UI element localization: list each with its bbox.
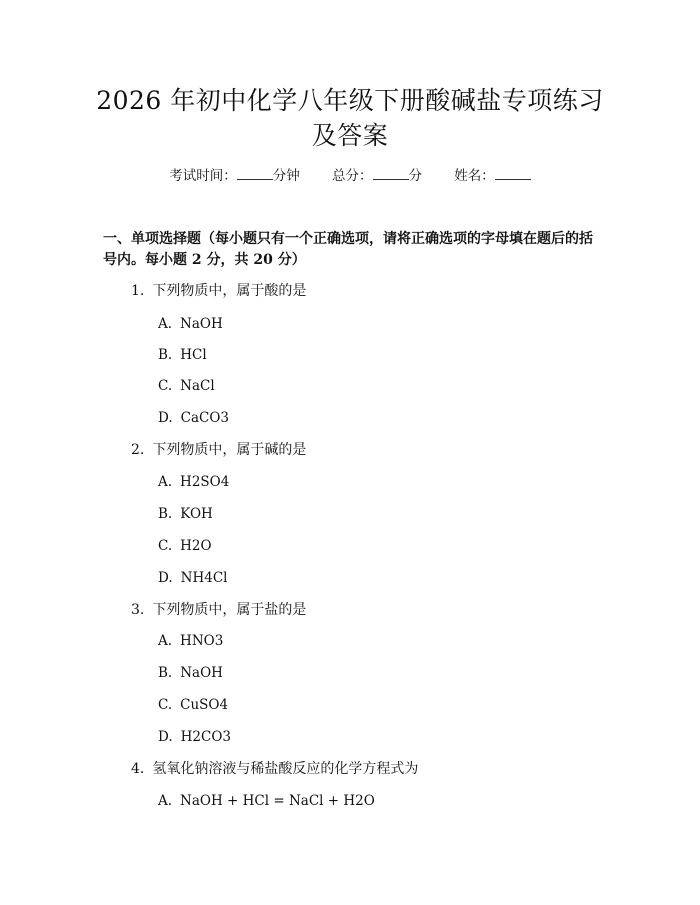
- question-1-option-a[interactable]: [158, 314, 223, 334]
- option-text: NaOH: [180, 665, 223, 681]
- total-score-blank[interactable]: [373, 167, 409, 180]
- option-letter: C.: [158, 378, 173, 394]
- option-text: H2O: [180, 538, 212, 554]
- option-letter: A.: [158, 633, 173, 649]
- option-text: KOH: [180, 506, 213, 522]
- option-letter: D.: [158, 410, 173, 426]
- question-1-option-d[interactable]: [158, 408, 229, 428]
- section-heading: 一、单项选择题（每小题只有一个正确选项，请将正确选项的字母填在题后的括: [103, 231, 593, 247]
- question-3-option-b[interactable]: [158, 663, 223, 683]
- option-text: NaOH: [180, 316, 223, 332]
- question-2-option-a[interactable]: [158, 472, 229, 492]
- question-3-option-d[interactable]: [158, 727, 231, 747]
- exam-time-label: 考试时间：: [169, 168, 237, 184]
- student-name-label: 姓名：: [454, 168, 495, 184]
- question-2: [131, 440, 306, 460]
- exam-time-unit: 分钟: [272, 168, 300, 184]
- option-text: CaCO3: [180, 410, 230, 426]
- option-text: NaCl: [180, 378, 215, 394]
- total-score-unit: 分: [408, 168, 422, 184]
- question-text: 下列物质中，属于酸的是: [152, 283, 307, 299]
- question-1: [131, 281, 306, 301]
- option-text: NaOH + HCl = NaCl + H2O: [180, 793, 375, 809]
- question-1-option-b[interactable]: [158, 345, 207, 365]
- option-letter: A.: [158, 474, 173, 490]
- question-3-option-c[interactable]: [158, 695, 228, 715]
- exam-time-field: [169, 166, 300, 186]
- total-score-label: 总分：: [332, 168, 373, 184]
- option-letter: D.: [158, 570, 173, 586]
- option-letter: B.: [158, 347, 173, 363]
- question-3-option-a[interactable]: [158, 631, 223, 651]
- question-text: 下列物质中，属于碱的是: [152, 442, 307, 458]
- option-text: HCl: [180, 347, 207, 363]
- student-name-blank[interactable]: [495, 167, 531, 180]
- question-number: 2.: [131, 442, 145, 458]
- question-2-option-d[interactable]: [158, 568, 227, 588]
- question-text: 下列物质中，属于盐的是: [152, 602, 307, 618]
- question-number: 3.: [131, 602, 145, 618]
- section-heading-continued: 号内。每小题 2 分，共 20 分）: [103, 252, 306, 268]
- question-number: 1.: [131, 283, 145, 299]
- option-letter: C.: [158, 538, 173, 554]
- option-letter: A.: [158, 316, 173, 332]
- option-letter: B.: [158, 665, 173, 681]
- question-4: [131, 759, 418, 779]
- option-letter: C.: [158, 697, 173, 713]
- question-number: 4.: [131, 761, 145, 777]
- question-4-option-a[interactable]: [158, 791, 375, 811]
- option-text: NH4Cl: [180, 570, 228, 586]
- exam-info-line: [0, 166, 700, 186]
- question-3: [131, 600, 306, 620]
- page-title-continued: 及答案: [311, 121, 389, 150]
- exam-time-blank[interactable]: [237, 167, 273, 180]
- option-text: H2CO3: [180, 729, 231, 745]
- option-letter: D.: [158, 729, 173, 745]
- question-2-option-c[interactable]: [158, 536, 212, 556]
- option-letter: A.: [158, 793, 173, 809]
- page-title: 2026 年初中化学八年级下册酸碱盐专项练习: [96, 86, 604, 115]
- total-score-field: [332, 166, 422, 186]
- question-1-option-c[interactable]: [158, 376, 215, 396]
- option-letter: B.: [158, 506, 173, 522]
- student-name-field: [454, 166, 531, 186]
- option-text: CuSO4: [180, 697, 229, 713]
- option-text: H2SO4: [180, 474, 230, 490]
- question-2-option-b[interactable]: [158, 504, 213, 524]
- question-text: 氢氧化钠溶液与稀盐酸反应的化学方程式为: [152, 761, 419, 777]
- option-text: HNO3: [180, 633, 224, 649]
